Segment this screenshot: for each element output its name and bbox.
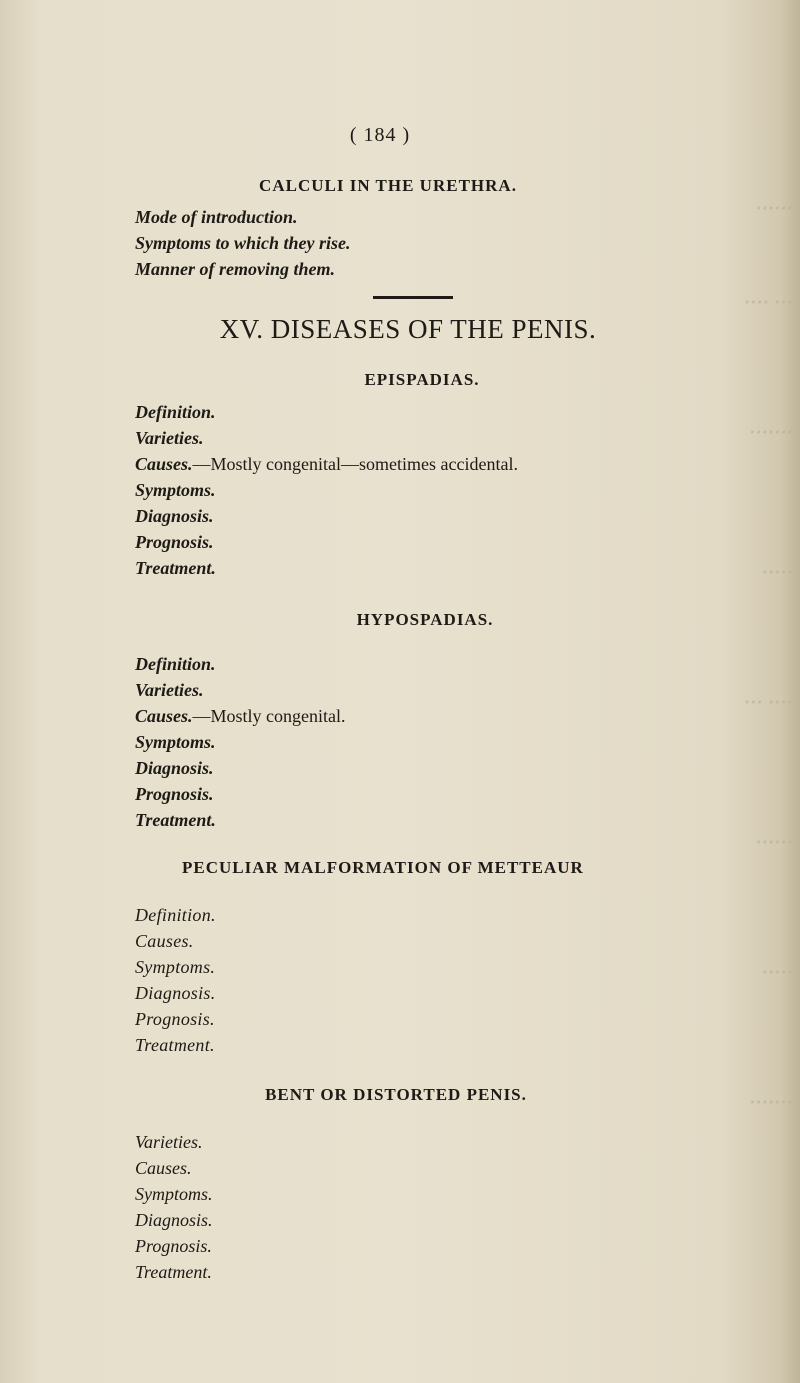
chapter-title: XV. DISEASES OF THE PENIS. [219,314,597,344]
calculi-item: Manner of removing them. [135,259,336,279]
metteaur-item: Treatment. [135,1035,215,1055]
hypospadias-item: Varieties. [135,680,204,700]
hypospadias-item: Symptoms. [135,732,216,752]
metteaur-item: Causes. [135,931,194,951]
bent-penis-item: Causes. [135,1158,192,1178]
bent-penis-item: Prognosis. [135,1236,212,1256]
calculi-item: Mode of introduction. [135,207,298,227]
epispadias-item: Diagnosis. [135,506,214,526]
bent-penis-item: Treatment. [135,1262,212,1282]
hypospadias-item: Treatment. [135,810,216,830]
section-heading-metteaur: PECULIAR MALFORMATION OF METTEAUR [182,858,584,877]
epispadias-item: Causes.—Mostly congenital—sometimes accidental. [135,454,518,474]
section-heading-bent-penis: BENT OR DISTORTED PENIS. [265,1085,527,1104]
hypospadias-item: Definition. [135,654,216,674]
epispadias-item: Prognosis. [135,532,214,552]
divider-rule [373,296,453,299]
hypospadias-item: Diagnosis. [135,758,214,778]
section-heading-epispadias: EPISPADIAS. [364,370,480,389]
show-through-text: ꞏꞏꞏꞏꞏꞏ ꞏꞏꞏꞏ ꞏꞏꞏ ꞏꞏꞏꞏꞏꞏꞏ ꞏꞏꞏꞏꞏ ꞏꞏꞏ ꞏꞏꞏꞏ ꞏꞏꞏꞏꞏꞏ ꞏꞏꞏꞏꞏ ꞏꞏꞏꞏꞏꞏꞏ [742,199,792,1112]
hypospadias-item: Causes.—Mostly congenital. [135,706,346,726]
metteaur-item: Symptoms. [135,957,216,977]
section-heading-calculi: CALCULI IN THE URETHRA. [259,176,517,195]
epispadias-item: Treatment. [135,558,216,578]
hypospadias-item: Prognosis. [135,784,214,804]
bent-penis-item: Diagnosis. [135,1210,213,1230]
bent-penis-item: Symptoms. [135,1184,213,1204]
metteaur-item: Diagnosis. [135,983,216,1003]
epispadias-item: Varieties. [135,428,204,448]
calculi-item: Symptoms to which they rise. [135,233,351,253]
metteaur-item: Prognosis. [135,1009,215,1029]
page-number: ( 184 ) [349,124,411,146]
metteaur-item: Definition. [135,905,216,925]
bent-penis-item: Varieties. [135,1132,203,1152]
epispadias-item: Symptoms. [135,480,216,500]
epispadias-item: Definition. [135,402,216,422]
section-heading-hypospadias: HYPOSPADIAS. [356,610,494,629]
